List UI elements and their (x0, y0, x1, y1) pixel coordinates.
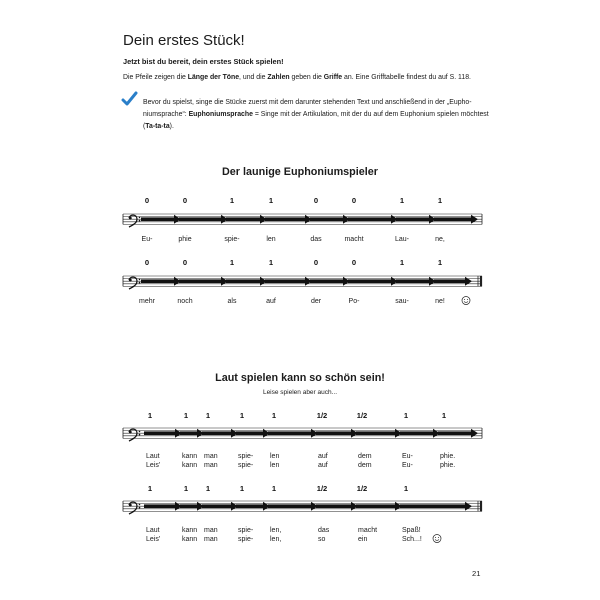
grip-number: 1 (147, 411, 153, 420)
grip-number: 1 (403, 484, 409, 493)
lyric-syllable-loud: Spaß! (402, 527, 421, 534)
grip-number: 1 (403, 411, 409, 420)
note-arrow (438, 431, 472, 435)
grip-number: 1 (183, 484, 189, 493)
ready-line: Jetzt bist du bereit, dein erstes Stück spielen! (123, 57, 284, 66)
grip-number: 1/2 (356, 411, 368, 420)
note-arrow (396, 217, 430, 221)
lyric-syllable-soft: Sch...! (402, 536, 422, 543)
note-arrow (179, 217, 222, 221)
lyric-syllable-soft: auf (318, 462, 328, 469)
lyric-syllable-soft: spie- (238, 536, 254, 543)
lyric-syllable-loud: kann (182, 453, 198, 460)
grip-number: 1 (229, 258, 235, 267)
bass-clef-dot-icon (139, 504, 141, 506)
note-arrow (180, 504, 198, 508)
note-term: Euphoniumsprache (188, 111, 253, 118)
note-arrow (310, 279, 344, 283)
note-arrow (348, 217, 392, 221)
smiley-eye-icon (438, 537, 439, 538)
lyric-syllable-soft: len, (270, 536, 282, 543)
page-title: Dein erstes Stück! (123, 32, 245, 49)
note-arrow (226, 217, 261, 221)
intro-text-2: , und die (239, 74, 268, 81)
lyric-syllable-soft: man (204, 536, 218, 543)
lyric-syllable: ne, (435, 236, 445, 243)
grip-number: 0 (144, 196, 150, 205)
bass-clef-dot-icon (129, 217, 132, 220)
lyric-syllable-soft: dem (358, 462, 372, 469)
note-arrow (434, 279, 466, 283)
note-arrow (265, 279, 306, 283)
lyric-syllable-soft: so (318, 536, 326, 543)
grip-number: 1 (437, 196, 443, 205)
lyric-syllable: das (310, 236, 322, 243)
note-arrow-head-icon (465, 502, 472, 511)
intro-text-4: an. Eine Grifftabelle findest du auf S. 118. (342, 74, 471, 81)
lyric-syllable: Eu- (141, 236, 153, 243)
lyric-syllable: Po- (348, 298, 360, 305)
bass-clef-dot-icon (129, 279, 132, 282)
piece2-subtitle: Leise spielen aber auch... (262, 389, 338, 396)
grip-number: 0 (182, 196, 188, 205)
grip-number: 1 (183, 411, 189, 420)
lyric-syllable-loud: auf (318, 453, 328, 460)
note-arrow (141, 279, 175, 283)
grip-number: 0 (313, 196, 319, 205)
note-arrow-head-icon (465, 277, 472, 286)
bass-clef-dot-icon (129, 431, 132, 434)
lyric-syllable: sau- (395, 298, 409, 305)
lyric-syllable-loud: Eu- (402, 453, 413, 460)
lyric-syllable-soft: man (204, 462, 218, 469)
intro-text-1: Die Pfeile zeigen die (123, 74, 188, 81)
note-arrow (144, 504, 176, 508)
grip-number: 1 (268, 196, 274, 205)
lyric-syllable: macht (344, 236, 364, 243)
intro-grips: Griffe (323, 74, 343, 81)
piece2-title: Laut spielen kann so schön sein! (215, 372, 385, 384)
note-arrow (268, 431, 312, 435)
note-arrow (236, 431, 264, 435)
page-number: 21 (472, 569, 481, 578)
lyric-syllable-soft: len (270, 462, 280, 469)
smiley-mouth-icon (464, 302, 468, 303)
note-arrow-head-icon (471, 215, 478, 224)
grip-number: 1/2 (316, 411, 328, 420)
note-text-3: ). (169, 123, 174, 130)
lyric-syllable-loud: phie. (440, 453, 456, 460)
grip-number: 1 (441, 411, 447, 420)
piece1-title: Der launige Euphoniumspieler (222, 166, 378, 178)
note-arrow-head-icon (471, 429, 478, 438)
note-arrow (310, 217, 344, 221)
grip-number: 1/2 (316, 484, 328, 493)
lyric-syllable: mehr (139, 298, 155, 305)
note-arrow (268, 504, 312, 508)
bass-clef-dot-icon (139, 507, 141, 509)
lyric-syllable-soft: phie. (440, 462, 456, 469)
grip-number: 1 (271, 484, 277, 493)
intro-text-3: geben die (289, 74, 324, 81)
grip-number: 0 (144, 258, 150, 267)
lyric-syllable-loud: macht (358, 527, 378, 534)
smiley-icon (433, 535, 441, 543)
lyric-syllable-loud: spie- (238, 453, 254, 460)
lyric-syllable: ne! (435, 298, 445, 305)
lyric-syllable-soft: Eu- (402, 462, 413, 469)
note-arrow (316, 504, 352, 508)
note-arrow (265, 217, 306, 221)
grip-number: 0 (351, 258, 357, 267)
bass-clef-dot-icon (139, 431, 141, 433)
lyric-syllable: len (266, 236, 276, 243)
smiley-icon (462, 297, 470, 305)
lyric-syllable-loud: dem (358, 453, 372, 460)
note-arrow (396, 279, 430, 283)
lyric-syllable-loud: man (204, 527, 218, 534)
bass-clef-dot-icon (129, 504, 132, 507)
lyric-syllable-loud: kann (182, 527, 198, 534)
grip-number: 0 (313, 258, 319, 267)
note-arrow (144, 431, 176, 435)
lyric-syllable-soft: kann (182, 462, 198, 469)
bass-clef-dot-icon (139, 220, 141, 222)
bass-clef-dot-icon (139, 279, 141, 281)
bass-clef-dot-icon (139, 282, 141, 284)
lyric-syllable: phie (178, 236, 192, 243)
lyric-syllable-soft: kann (182, 536, 198, 543)
lyric-syllable-soft: ein (358, 536, 368, 543)
lyric-syllable-loud: Laut (146, 453, 160, 460)
lyric-syllable-soft: spie- (238, 462, 254, 469)
note-syllables: Ta-ta-ta (145, 123, 170, 130)
grip-number: 1 (271, 411, 277, 420)
note-arrow (356, 431, 396, 435)
note-arrow (180, 431, 198, 435)
lyric-syllable: als (227, 298, 237, 305)
smiley-eye-icon (435, 537, 436, 538)
lyric-syllable: noch (177, 298, 193, 305)
note-arrow (202, 504, 232, 508)
lyric-syllable-loud: len (270, 453, 280, 460)
lyric-syllable-loud: das (318, 527, 330, 534)
note-arrow (356, 504, 396, 508)
grip-number: 1/2 (356, 484, 368, 493)
smiley-eye-icon (464, 299, 465, 300)
grip-number: 1 (147, 484, 153, 493)
lyric-syllable: der (310, 298, 322, 305)
intro-length: Länge der Töne (187, 74, 240, 81)
grip-number: 1 (229, 196, 235, 205)
grip-number: 1 (399, 258, 405, 267)
grip-number: 1 (399, 196, 405, 205)
note-arrow (316, 431, 352, 435)
bass-clef-dot-icon (139, 434, 141, 436)
grip-number: 1 (268, 258, 274, 267)
lyric-syllable-loud: len, (270, 527, 282, 534)
lyric-syllable-loud: Laut (146, 527, 160, 534)
lyric-syllable-loud: man (204, 453, 218, 460)
note-arrow (226, 279, 261, 283)
lyric-syllable: Lau- (394, 236, 410, 243)
lyric-syllable-loud: spie- (238, 527, 254, 534)
note-text-1: Bevor du spielst, singe die Stücke zuerst mit dem darunter stehenden Text und anschließend in der „Eupho-niumsprache“: (143, 99, 472, 118)
note-arrow (179, 279, 222, 283)
note-arrow (236, 504, 264, 508)
intro-numbers: Zahlen (267, 74, 290, 81)
note-arrow (348, 279, 392, 283)
lyric-syllable-soft: Leis' (146, 536, 161, 543)
grip-number: 0 (351, 196, 357, 205)
note-arrow (400, 431, 434, 435)
lyric-syllable-soft: Leis' (146, 462, 161, 469)
grip-number: 1 (205, 411, 211, 420)
note-text-2: = Singe mit der Artikulation, mit der du auf dem Euphonium spielen möchtest ( (143, 111, 489, 130)
note-arrow (202, 431, 232, 435)
smiley-eye-icon (467, 299, 468, 300)
lyric-syllable: spie- (224, 236, 240, 243)
grip-number: 1 (239, 484, 245, 493)
note-arrow (434, 217, 472, 221)
grip-number: 1 (205, 484, 211, 493)
note-arrow (141, 217, 175, 221)
note-arrow (400, 504, 466, 508)
grip-number: 1 (239, 411, 245, 420)
lyric-syllable: auf (266, 298, 276, 305)
bass-clef-dot-icon (139, 217, 141, 219)
grip-number: 1 (437, 258, 443, 267)
smiley-mouth-icon (435, 540, 439, 541)
grip-number: 0 (182, 258, 188, 267)
